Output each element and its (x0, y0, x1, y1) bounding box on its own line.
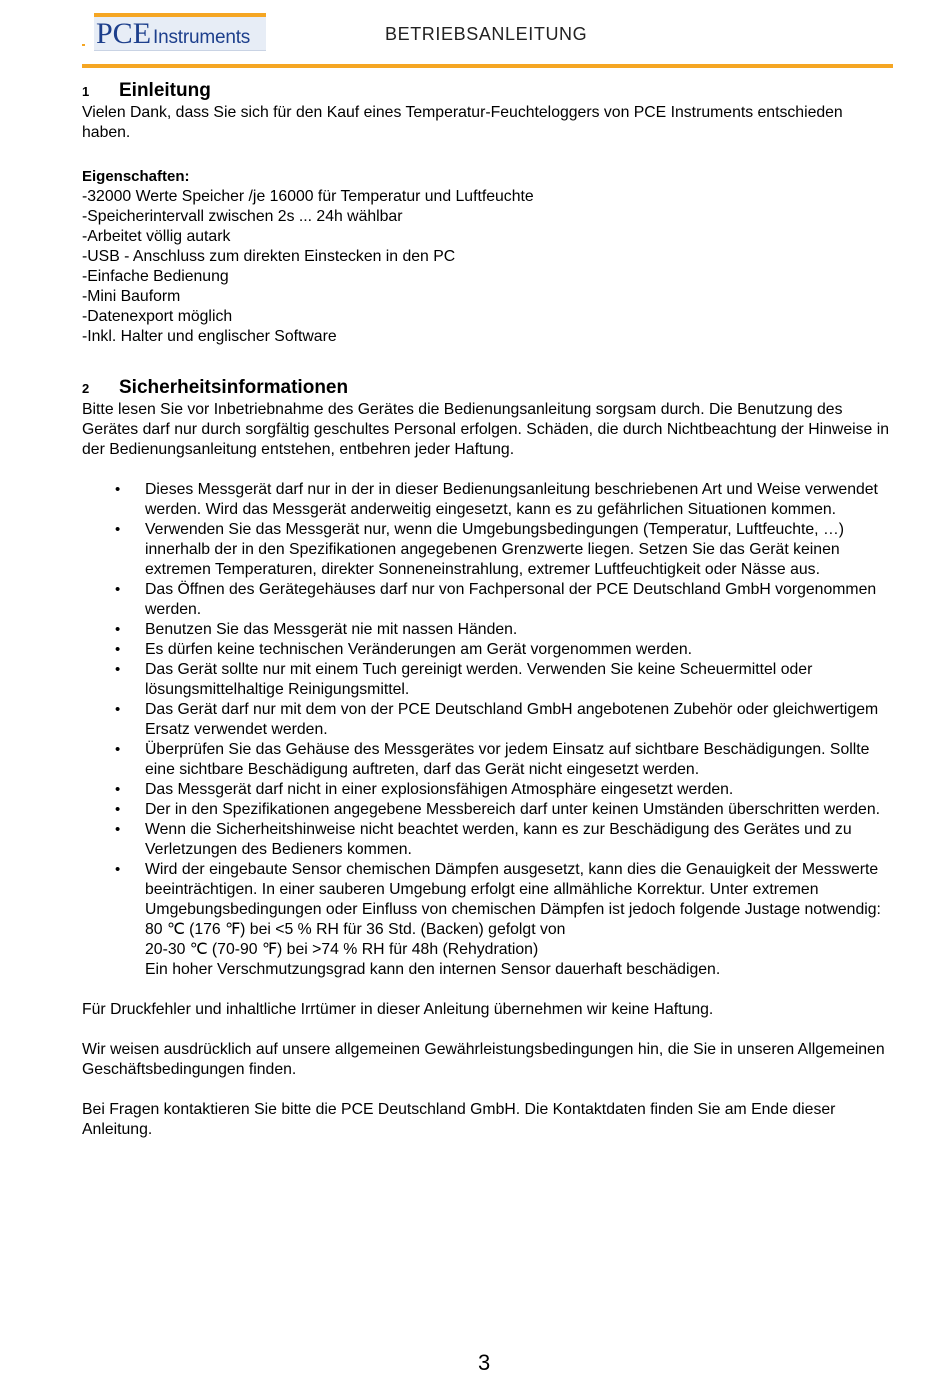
header-divider (82, 64, 893, 68)
features-list (82, 187, 894, 347)
logo-wordmark (96, 19, 250, 49)
page-content (82, 80, 894, 1140)
feature-item: -Inkl. Halter und englischer Software (82, 328, 337, 345)
logo-secondary-text: Instruments (153, 27, 251, 48)
safety-item: • Das Gerät darf nur mit dem von der PCE Deutschland GmbH angebotenen Zubehör oder gleichwertigem Ersatz verwendet werden. (82, 700, 894, 740)
safety-item: • Benutzen Sie das Messgerät nie mit nassen Händen. (82, 620, 894, 640)
page-number: 3 (478, 1350, 491, 1375)
section-2-heading (82, 377, 894, 400)
calibration-step-2: 20-30 ℃ (70-90 ℉) bei >74 % RH für 48h (Rehydration) (145, 941, 539, 958)
section-2-number: 2 (82, 381, 90, 396)
document-title: BETRIEBSANLEITUNG (385, 24, 588, 44)
feature-item: -Datenexport möglich (82, 308, 233, 325)
safety-item-calibration (82, 860, 894, 980)
feature-item: -Arbeitet völlig autark (82, 228, 231, 245)
logo-primary-text: PCE (96, 17, 152, 50)
disclaimer-paragraph: Für Druckfehler und inhaltliche Irrtümer in dieser Anleitung übernehmen wir keine Haftung. (82, 1001, 714, 1018)
safety-item: • Überprüfen Sie das Gehäuse des Messgerätes vor jedem Einsatz auf sichtbare Beschädigungen. Sollte eine sichtbare Beschädigung auftreten, darf das Gerät nicht eingesetzt werden. (82, 740, 894, 780)
safety-item: • Wenn die Sicherheitshinweise nicht beachtet werden, kann es zur Beschädigung des Gerätes und zu Verletzungen des Bedieners kommen. (82, 820, 894, 860)
safety-list (82, 480, 894, 980)
features-heading: Eigenschaften: (82, 168, 190, 185)
safety-item: • Das Öffnen des Gerätegehäuses darf nur von Fachpersonal der PCE Deutschland GmbH vorgenommen werden. (82, 580, 894, 620)
section-1-intro: Vielen Dank, dass Sie sich für den Kauf eines Temperatur-Feuchteloggers von PCE Instruments entschieden haben. (82, 104, 843, 141)
warranty-paragraph: Wir weisen ausdrücklich auf unsere allgemeinen Gewährleistungsbedingungen hin, die Sie in unseren Allgemeinen Geschäftsbedingungen finden. (82, 1041, 885, 1078)
calibration-step-1: 80 ℃ (176 ℉) bei <5 % RH für 36 Std. (Backen) gefolgt von (145, 921, 566, 938)
safety-item: • Das Gerät sollte nur mit einem Tuch gereinigt werden. Verwenden Sie keine Scheuermittel oder lösungsmittelhaltige Reinigungsmittel. (82, 660, 894, 700)
feature-item: -Speicherintervall zwischen 2s ... 24h wählbar (82, 208, 403, 225)
logo-dot (82, 44, 85, 46)
pce-instruments-logo (94, 13, 266, 51)
contact-paragraph: Bei Fragen kontaktieren Sie bitte die PCE Deutschland GmbH. Die Kontaktdaten finden Sie am Ende dieser Anleitung. (82, 1101, 836, 1138)
safety-item: • Der in den Spezifikationen angegebene Messbereich darf unter keinen Umständen überschritten werden. (82, 800, 894, 820)
feature-item: -32000 Werte Speicher /je 16000 für Temperatur und Luftfeuchte (82, 188, 534, 205)
safety-item: • Es dürfen keine technischen Veränderungen am Gerät vorgenommen werden. (82, 640, 894, 660)
section-1-number: 1 (82, 84, 90, 99)
safety-item: • Dieses Messgerät darf nur in der in dieser Bedienungsanleitung beschriebenen Art und Weise verwendet werden. Wird das Messgerät anderweitig eingesetzt, kann es zu gefährlichen Situationen kommen. (82, 480, 894, 520)
section-2-title: Sicherheitsinformationen (119, 377, 349, 398)
calibration-steps (145, 920, 894, 980)
safety-item: • Das Messgerät darf nicht in einer explosionsfähigen Atmosphäre eingesetzt werden. (82, 780, 894, 800)
feature-item: -Mini Bauform (82, 288, 181, 305)
feature-item: -Einfache Bedienung (82, 268, 229, 285)
safety-item: • Verwenden Sie das Messgerät nur, wenn die Umgebungsbedingungen (Temperatur, Luftfeuchte, …) innerhalb der in den Spezifikationen angegebenen Grenzwerte liegen. Setzen Sie das Gerät keinen extremen Temperaturen, direkter Sonneneinstrahlung, extremer Luftfeuchtigkeit oder Nässe aus. (82, 520, 894, 580)
calibration-text: Wird der eingebaute Sensor chemischen Dämpfen ausgesetzt, kann dies die Genauigkeit der Messwerte beeinträchtigen. In einer sauberen Umgebung erfolgt eine allmähliche Korrektur. Unter extremen Umgebungsbedingungen oder Einfluss von chemischen Dämpfen ist jedoch folgende Justage notwendig: (145, 861, 881, 918)
section-1-heading (82, 80, 894, 103)
section-2-intro: Bitte lesen Sie vor Inbetriebnahme des Gerätes die Bedienungsanleitung sorgsam durch. Die Benutzung des Gerätes darf nur durch sorgfältig geschultes Personal erfolgen. Schäden, die durch Nichtbeachtung der Hinweise in der Bedienungsanleitung entstehen, entbehren jeder Haftung. (82, 401, 889, 458)
page-header (0, 0, 950, 70)
calibration-note: Ein hoher Verschmutzungsgrad kann den internen Sensor dauerhaft beschädigen. (145, 961, 721, 978)
feature-item: -USB - Anschluss zum direkten Einstecken in den PC (82, 248, 456, 265)
section-1-title: Einleitung (119, 80, 211, 101)
